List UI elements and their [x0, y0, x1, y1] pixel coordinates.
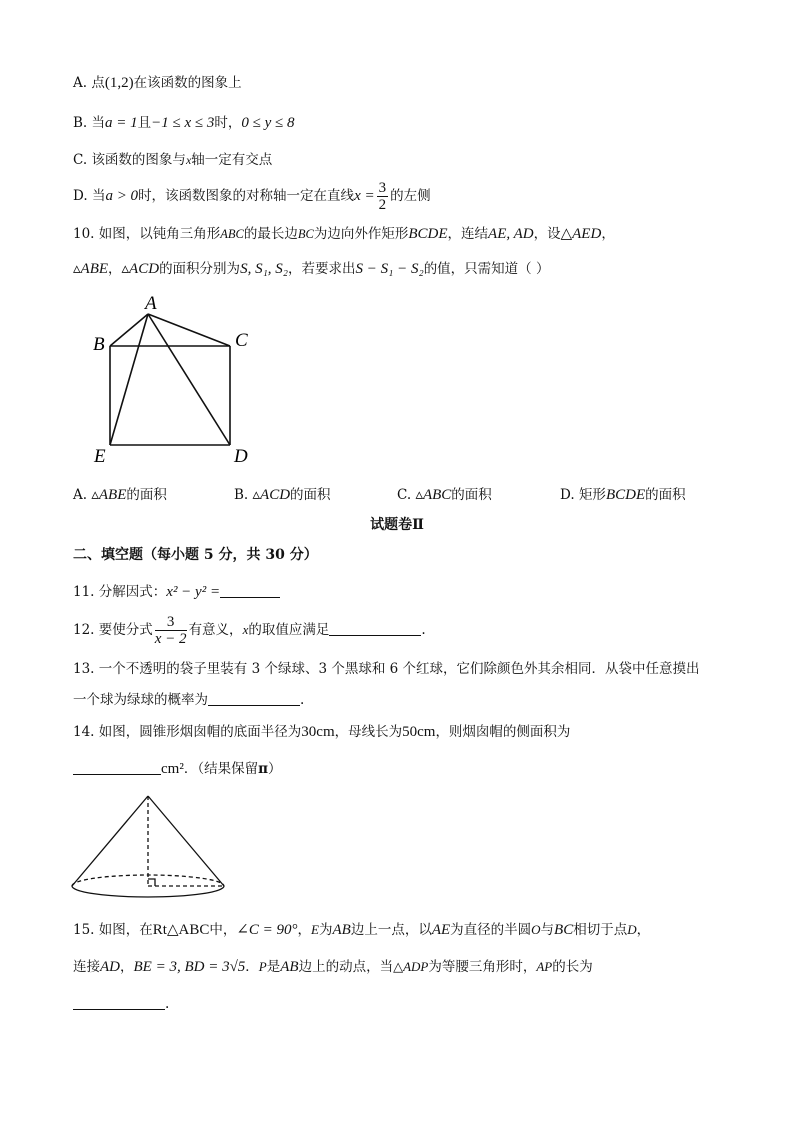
- answer-blank[interactable]: [329, 621, 421, 636]
- q9-option-a: A. 点(1,2)在该函数的图象上: [73, 75, 242, 91]
- label-d: D: [234, 446, 248, 467]
- q14-line2: cm²．（结果保留π）: [73, 759, 281, 779]
- segment-ae: [110, 314, 148, 445]
- q14-line1: 14. 如图，圆锥形烟囱帽的底面半径为30cm，母线长为50cm，则烟囱帽的侧面积为: [73, 724, 571, 740]
- q15-line3: .: [73, 994, 169, 1014]
- q10-option-b: B. ▵ACD的面积: [234, 487, 331, 503]
- label-c: C: [235, 330, 248, 351]
- q10-line2: ▵ABE，▵ACD的面积分别为S, S₁, S₂，若要求出S − S₁ − S₂的值，只需知道（ ）: [73, 261, 550, 277]
- fraction-3-over-x-minus-2: $\frac{3}{x - 2}$: [154, 614, 187, 647]
- q13-line2: 一个球为绿球的概率为 .: [73, 692, 305, 708]
- answer-blank[interactable]: [73, 760, 161, 775]
- q9-option-d: D. 当a > 0时，该函数图象的对称轴一定在直线x = $\frac{3}{2}$ 的左侧: [73, 180, 431, 213]
- q10-option-a: A. ▵ABE的面积: [73, 487, 167, 503]
- q15-line2: 连接AD，BE = 3, BD = 3√5．P是AB边上的动点，当△ADP为等腰三角形时，AP的长为: [73, 959, 593, 975]
- label-a: A: [145, 293, 157, 314]
- answer-blank[interactable]: [220, 583, 280, 598]
- segment-ac: [148, 314, 230, 346]
- fraction-3-over-2: $\frac{3}{2}$: [378, 180, 387, 213]
- q10-line1: 10. 如图，以钝角三角形ABC的最长边BC为边向外作矩形BCDE，连结AE, AD，设△AED，: [73, 226, 615, 242]
- q15-line1: 15. 如图，在Rt△ABC中，∠C = 90°，E为AB边上一点，以AE为直径的半圆O与BC相切于点D，: [73, 922, 651, 938]
- cone-slant-right: [148, 796, 224, 886]
- q9-option-c: C. 该函数的图象与x轴一定有交点: [73, 152, 273, 168]
- q11: 11. 分解因式：x² − y² =: [73, 582, 280, 602]
- cone-figure: [68, 792, 228, 900]
- q9-option-b: B. 当a = 1且−1 ≤ x ≤ 3时，0 ≤ y ≤ 8: [73, 115, 295, 131]
- cone-base-front: [72, 886, 224, 897]
- right-angle-mark: [148, 879, 155, 886]
- q10-option-c: C. ▵ABC的面积: [397, 487, 492, 503]
- label-b: B: [93, 334, 105, 355]
- answer-blank[interactable]: [73, 995, 165, 1010]
- cone-slant-left: [72, 796, 148, 886]
- q12: 12. 要使分式 $\frac{3}{x - 2}$ 有意义，x的取值应满足 .: [73, 614, 426, 647]
- segment-ad: [148, 314, 230, 445]
- section-title: 试题卷Ⅱ: [370, 517, 424, 533]
- section-heading: 二、填空题（每小题 5 分，共 30 分）: [73, 547, 318, 563]
- label-e: E: [94, 446, 106, 467]
- q10-figure: [88, 290, 258, 470]
- segment-ab: [110, 314, 148, 346]
- q10-option-d: D. 矩形BCDE的面积: [560, 487, 686, 503]
- answer-blank[interactable]: [208, 691, 300, 706]
- q13-line1: 13. 一个不透明的袋子里装有 3 个绿球、3 个黑球和 6 个红球，它们除颜色外其余相同．从袋中任意摸出: [73, 661, 700, 677]
